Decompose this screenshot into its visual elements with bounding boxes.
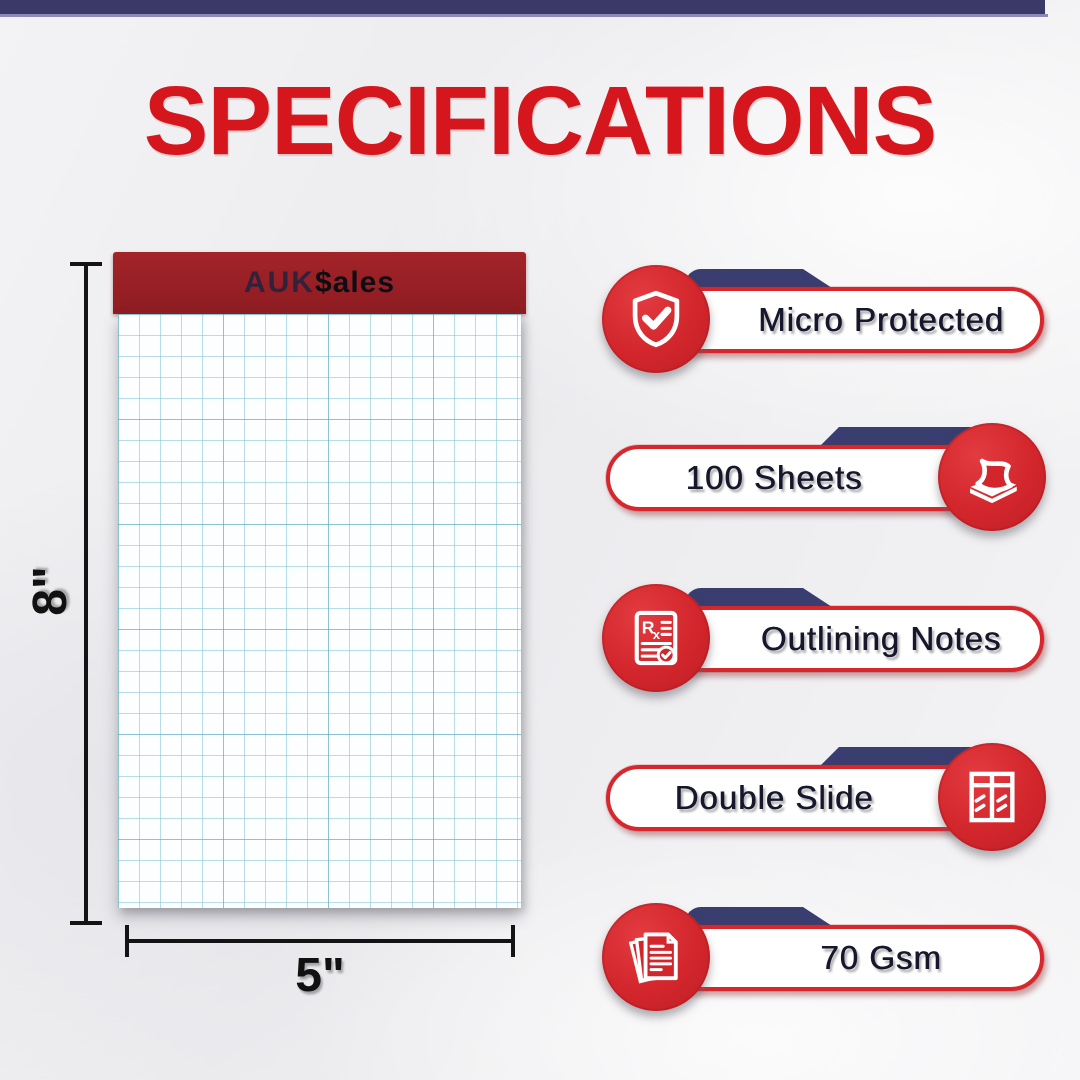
feature-row-70-gsm xyxy=(590,897,1060,1017)
brand-logo-suffix: $ales xyxy=(314,266,396,299)
height-dimension-label: 8" xyxy=(24,566,77,616)
feature-label: Outlining Notes xyxy=(760,620,1002,657)
notepad-grid-paper xyxy=(118,314,521,908)
feature-label: Micro Protected xyxy=(757,301,1005,338)
paper-stack-icon xyxy=(602,903,710,1011)
shield-check-icon xyxy=(602,265,710,373)
top-navy-bar-accent xyxy=(0,14,1048,17)
brand-logo xyxy=(244,266,395,300)
feature-row-micro-protected xyxy=(590,259,1060,379)
svg-text:R: R xyxy=(641,617,655,638)
rx-document-icon xyxy=(602,584,710,692)
feature-label: 70 Gsm xyxy=(820,939,942,976)
double-window-icon xyxy=(938,743,1046,851)
feature-row-double-slide xyxy=(590,737,1060,857)
brand-logo-prefix: AUK xyxy=(243,266,315,299)
width-dimension-label: 5" xyxy=(295,949,345,1002)
notepad-header-band xyxy=(113,252,526,314)
feature-row-outlining-notes xyxy=(590,578,1060,698)
top-navy-bar xyxy=(0,0,1045,14)
feature-label: 100 Sheets xyxy=(685,459,863,496)
feature-row-100-sheets xyxy=(590,417,1060,537)
feature-label: Double Slide xyxy=(674,779,874,816)
height-dimension-line xyxy=(84,262,88,925)
svg-text:x: x xyxy=(652,627,661,643)
page-title: SPECIFICATIONS xyxy=(143,66,937,175)
width-dimension-line xyxy=(125,939,515,943)
paper-sheets-icon xyxy=(938,423,1046,531)
